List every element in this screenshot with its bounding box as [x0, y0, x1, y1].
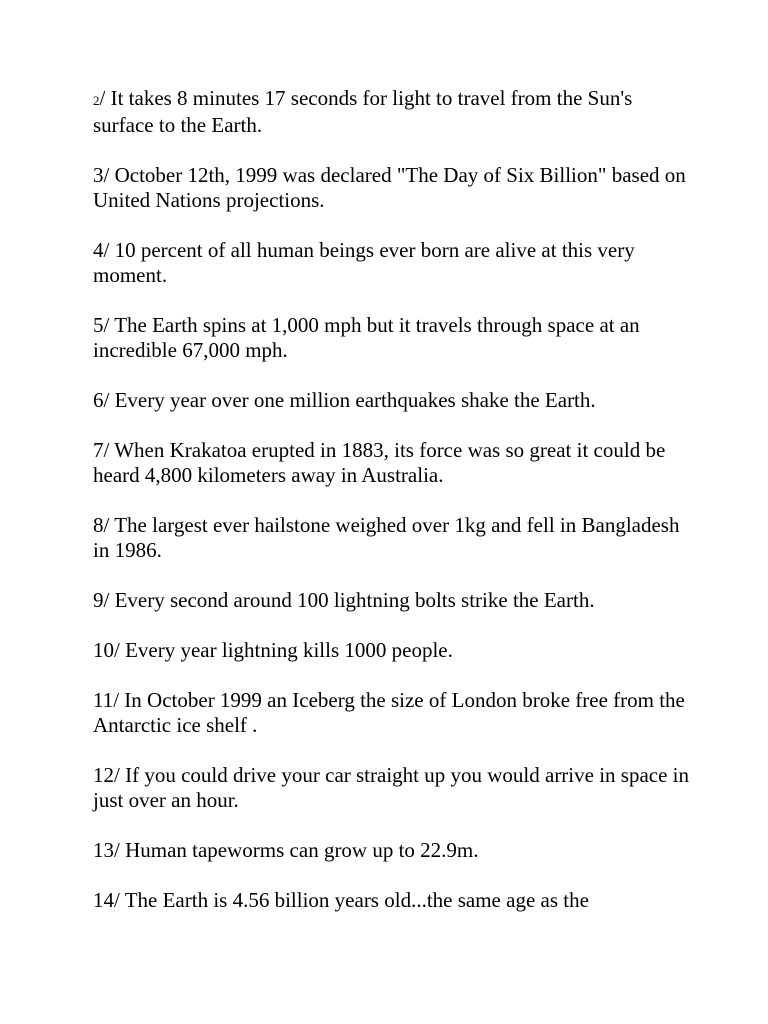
- fact-5: [93, 313, 693, 363]
- fact-7: [93, 438, 693, 488]
- fact-text: 12/ If you could drive your car straight up you would arrive in space in just over an hour.: [93, 763, 690, 812]
- fact-text: 8/ The largest ever hailstone weighed over 1kg and fell in Bangladesh in 1986.: [93, 513, 680, 562]
- fact-8: [93, 513, 693, 563]
- fact-12: [93, 763, 693, 813]
- fact-10: [93, 638, 693, 663]
- fact-text: 10/ Every year lightning kills 1000 people.: [93, 638, 453, 662]
- fact-text: 13/ Human tapeworms can grow up to 22.9m.: [93, 838, 479, 862]
- fact-number: 2: [93, 93, 100, 108]
- fact-text: 5/ The Earth spins at 1,000 mph but it travels through space at an incredible 67,000 mph.: [93, 313, 640, 362]
- fact-text: 3/ October 12th, 1999 was declared "The Day of Six Billion" based on United Nations projections.: [93, 163, 686, 212]
- fact-text: 7/ When Krakatoa erupted in 1883, its force was so great it could be heard 4,800 kilometers away in Australia.: [93, 438, 666, 487]
- fact-9: [93, 588, 693, 613]
- fact-text: 4/ 10 percent of all human beings ever born are alive at this very moment.: [93, 238, 635, 287]
- fact-11: [93, 688, 693, 738]
- fact-text: 9/ Every second around 100 lightning bolts strike the Earth.: [93, 588, 595, 612]
- document-page: [93, 86, 693, 938]
- fact-13: [93, 838, 693, 863]
- fact-text: 11/ In October 1999 an Iceberg the size of London broke free from the Antarctic ice shelf .: [93, 688, 685, 737]
- fact-text: / It takes 8 minutes 17 seconds for light to travel from the Sun's surface to the Earth.: [93, 86, 633, 137]
- fact-text: 14/ The Earth is 4.56 billion years old...the same age as the: [93, 888, 589, 912]
- fact-3: [93, 163, 693, 213]
- fact-6: [93, 388, 693, 413]
- fact-text: 6/ Every year over one million earthquakes shake the Earth.: [93, 388, 596, 412]
- fact-2: [93, 86, 693, 138]
- fact-4: [93, 238, 693, 288]
- fact-14: [93, 888, 693, 913]
